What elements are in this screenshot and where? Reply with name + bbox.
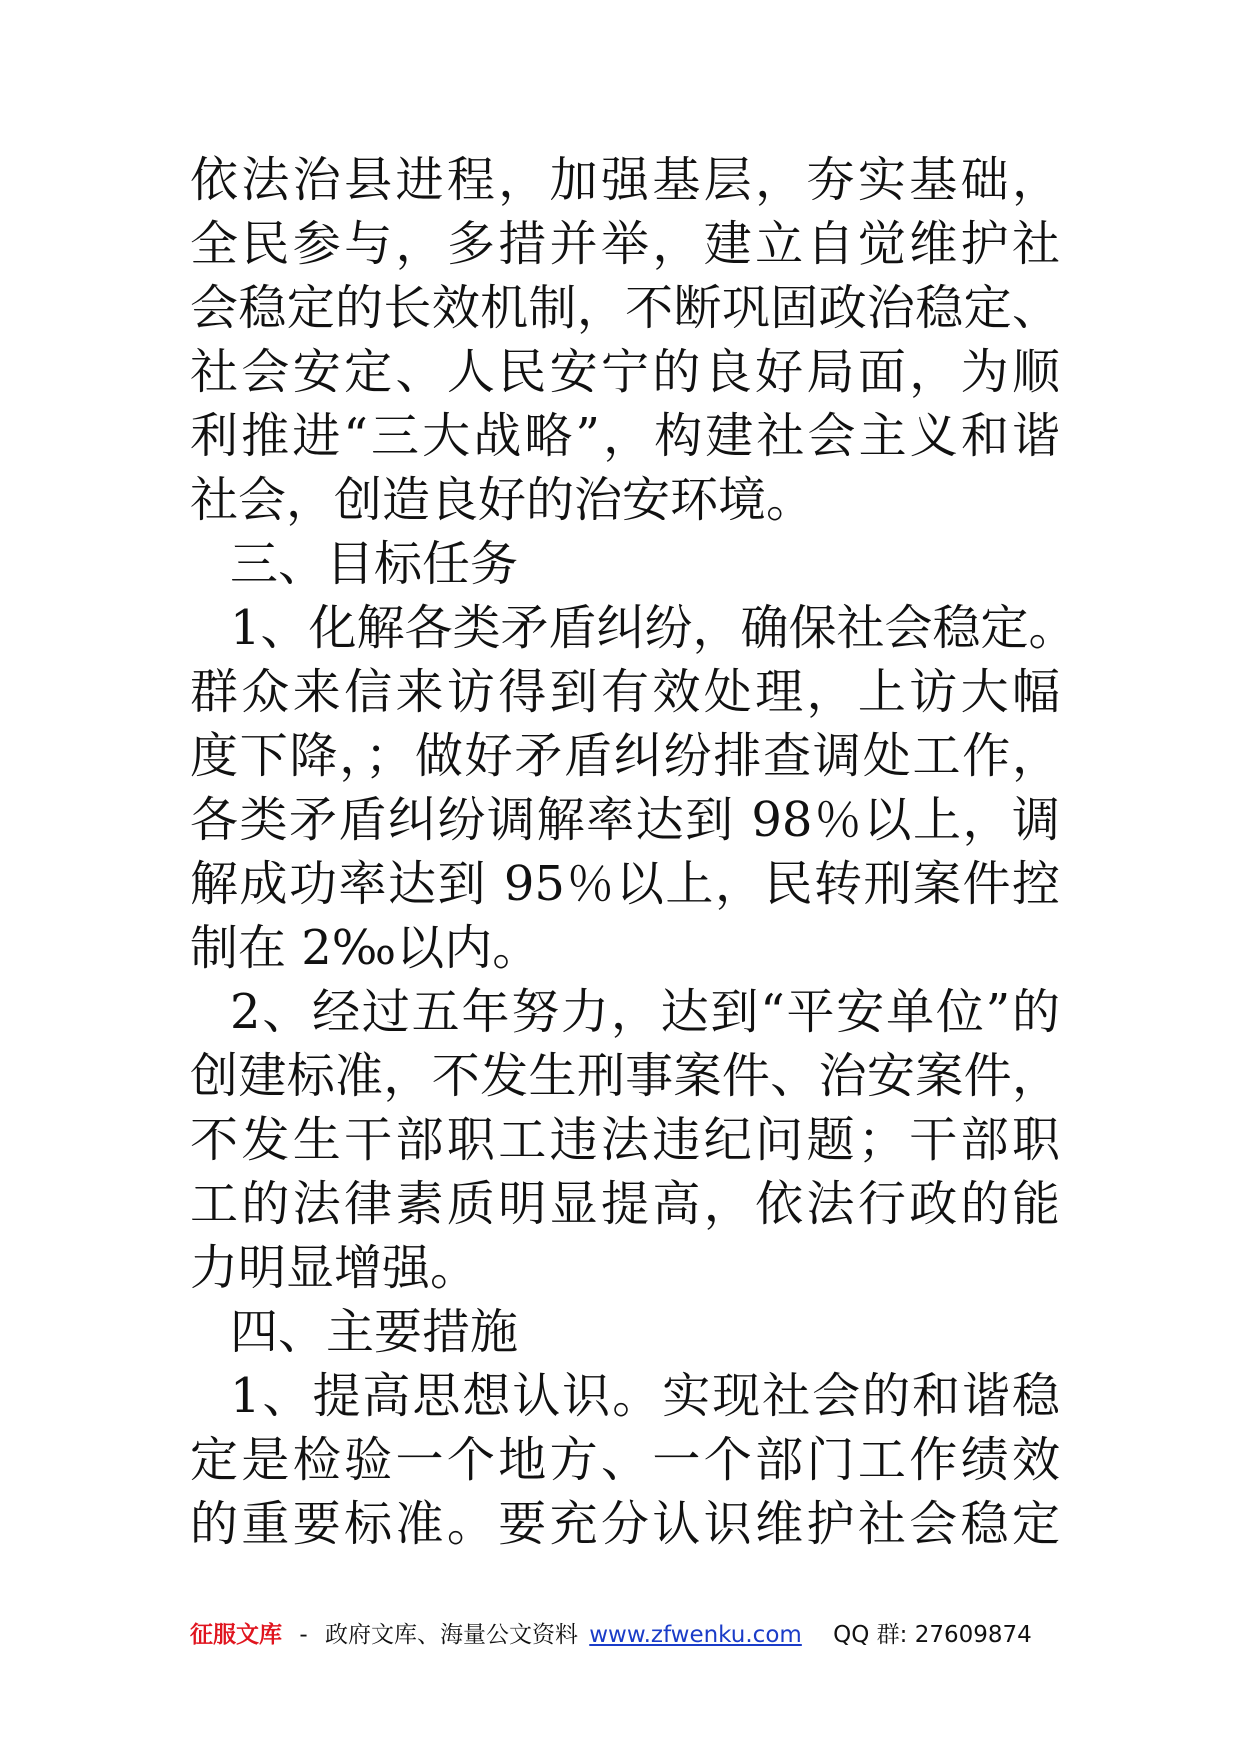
footer-brand: 征服文库: [190, 1622, 282, 1648]
body-line: 力明显增强。: [190, 1240, 479, 1296]
body-line: 工的法律素质明显提高，依法行政的能: [190, 1176, 1060, 1232]
body-line: 不发生干部职工违法违纪问题；干部职: [190, 1112, 1060, 1168]
body-line: 会稳定的长效机制，不断巩固政治稳定、: [190, 280, 1060, 336]
footer-qq-group: QQ 群: 27609874: [833, 1622, 1032, 1648]
document-body: [190, 148, 1077, 1556]
page-footer: [190, 1617, 1060, 1653]
body-line: 1、化解各类矛盾纠纷，确保社会稳定。: [230, 600, 1077, 656]
body-line: 1、提高思想认识。实现社会的和谐稳: [230, 1368, 1060, 1424]
body-line: 解成功率达到 95％以上，民转刑案件控: [190, 856, 1060, 912]
body-line: 社会，创造良好的治安环境。: [190, 472, 815, 528]
body-line: 利推进“三大战略”，构建社会主义和谐: [190, 408, 1060, 464]
body-line: 全民参与，多措并举，建立自觉维护社: [190, 216, 1060, 272]
body-line: 的重要标准。要充分认识维护社会稳定: [190, 1496, 1060, 1552]
section-heading: 四、主要措施: [230, 1304, 519, 1360]
section-heading: 三、目标任务: [230, 536, 519, 592]
body-line: 2、经过五年努力，达到“平安单位”的: [230, 984, 1060, 1040]
body-line: 依法治县进程，加强基层，夯实基础，: [190, 152, 1060, 208]
body-line: 创建标准，不发生刑事案件、治安案件，: [190, 1048, 1060, 1104]
body-line: 制在 2‰以内。: [190, 920, 541, 976]
body-line: 群众来信来访得到有效处理，上访大幅: [190, 664, 1060, 720]
footer-tagline: 政府文库、海量公文资料: [324, 1622, 578, 1648]
body-line: 定是检验一个地方、一个部门工作绩效: [190, 1432, 1060, 1488]
body-line: 度下降，；做好矛盾纠纷排查调处工作，: [190, 728, 1060, 784]
body-line: 各类矛盾纠纷调解率达到 98％以上，调: [190, 792, 1060, 848]
body-line: 社会安定、人民安宁的良好局面，为顺: [190, 344, 1060, 400]
footer-separator: -: [299, 1622, 308, 1648]
footer-website-link[interactable]: www.zfwenku.com: [589, 1622, 802, 1648]
